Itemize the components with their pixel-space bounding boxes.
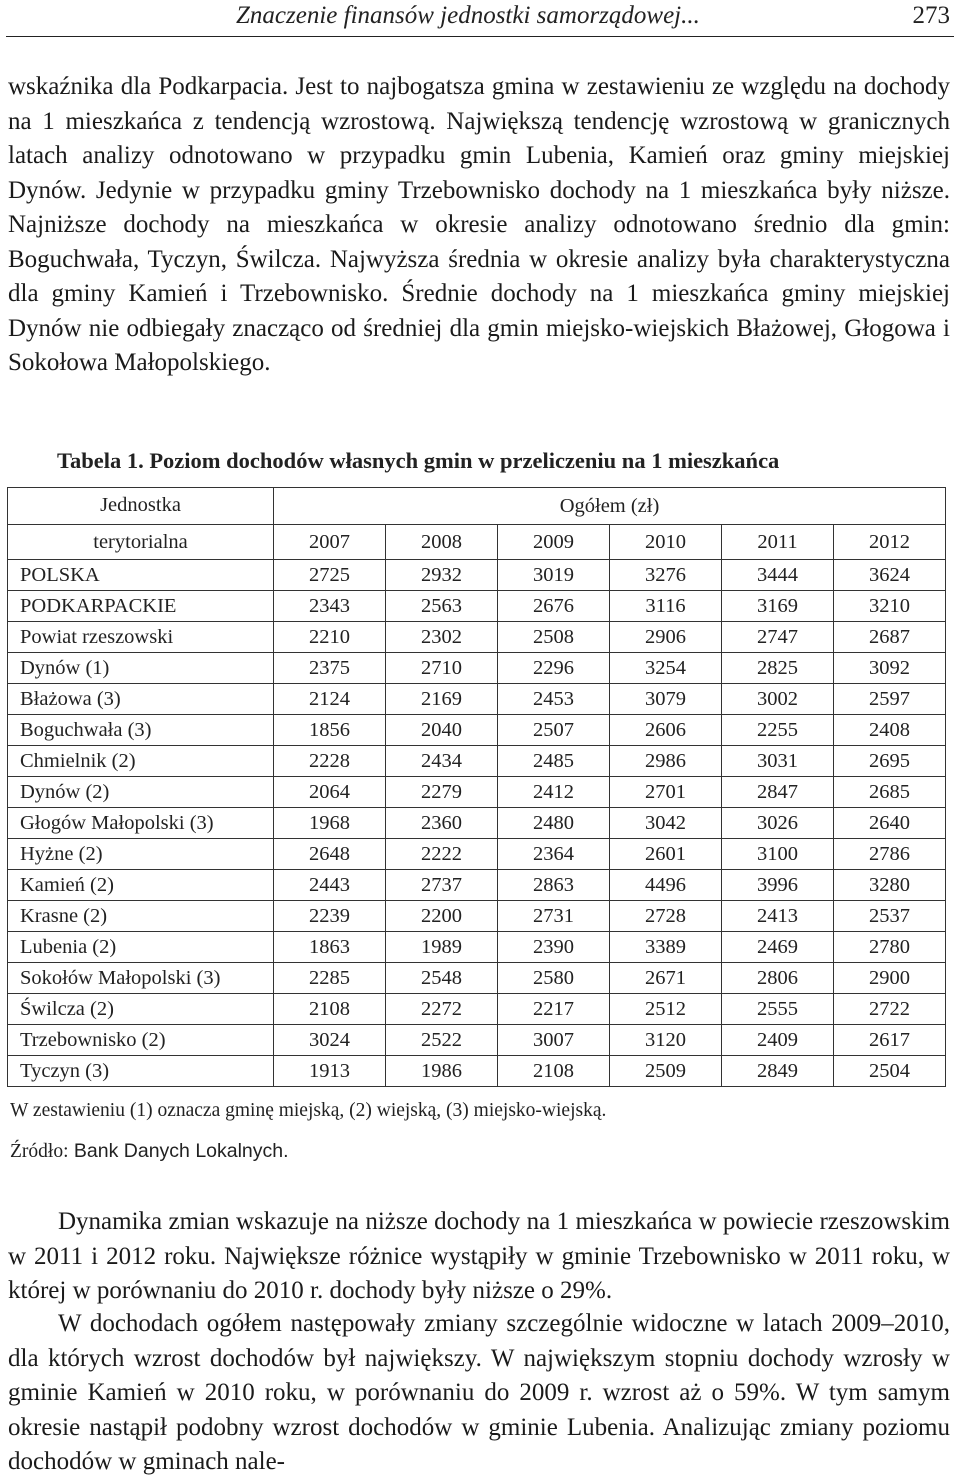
year-header: 2007 xyxy=(274,525,386,560)
value-cell: 3444 xyxy=(722,560,834,591)
year-header: 2012 xyxy=(834,525,946,560)
unit-name-cell: Głogów Małopolski (3) xyxy=(8,808,274,839)
unit-name-cell: Powiat rzeszowski xyxy=(8,622,274,653)
unit-name-cell: Krasne (2) xyxy=(8,901,274,932)
value-cell: 2480 xyxy=(498,808,610,839)
value-cell: 2731 xyxy=(498,901,610,932)
value-cell: 2343 xyxy=(274,591,386,622)
value-cell: 2279 xyxy=(386,777,498,808)
value-cell: 3276 xyxy=(610,560,722,591)
value-cell: 3002 xyxy=(722,684,834,715)
unit-name-cell: Boguchwała (3) xyxy=(8,715,274,746)
unit-name-cell: Tyczyn (3) xyxy=(8,1056,274,1087)
value-cell: 2485 xyxy=(498,746,610,777)
year-header: 2009 xyxy=(498,525,610,560)
value-cell: 2239 xyxy=(274,901,386,932)
value-cell: 2210 xyxy=(274,622,386,653)
value-cell: 2453 xyxy=(498,684,610,715)
value-cell: 2932 xyxy=(386,560,498,591)
value-cell: 2986 xyxy=(610,746,722,777)
value-cell: 2900 xyxy=(834,963,946,994)
source-label: Źródło: xyxy=(10,1141,69,1162)
value-cell: 3026 xyxy=(722,808,834,839)
source-text: Bank Danych Lokalnych. xyxy=(68,1140,289,1162)
page-number: 273 xyxy=(912,2,950,29)
value-cell: 2617 xyxy=(834,1025,946,1056)
value-cell: 2364 xyxy=(498,839,610,870)
table-caption: Tabela 1. Poziom dochodów własnych gmin w przeliczeniu na 1 mieszkańca xyxy=(57,448,780,473)
value-cell: 2806 xyxy=(722,963,834,994)
value-cell: 2504 xyxy=(834,1056,946,1087)
year-header: 2008 xyxy=(386,525,498,560)
value-cell: 2695 xyxy=(834,746,946,777)
value-cell: 2722 xyxy=(834,994,946,1025)
table-row xyxy=(8,591,946,622)
value-cell: 2040 xyxy=(386,715,498,746)
unit-header-line2: terytorialna xyxy=(8,525,274,560)
table-row xyxy=(8,839,946,870)
year-header: 2011 xyxy=(722,525,834,560)
value-cell: 2537 xyxy=(834,901,946,932)
value-cell: 3280 xyxy=(834,870,946,901)
unit-name-cell: Dynów (1) xyxy=(8,653,274,684)
table-row xyxy=(8,994,946,1025)
table-row xyxy=(8,1056,946,1087)
value-cell: 2847 xyxy=(722,777,834,808)
value-cell: 2701 xyxy=(610,777,722,808)
value-cell: 2222 xyxy=(386,839,498,870)
table-row xyxy=(8,1025,946,1056)
value-cell: 2710 xyxy=(386,653,498,684)
value-cell: 2375 xyxy=(274,653,386,684)
table-row xyxy=(8,560,946,591)
unit-name-cell: Błażowa (3) xyxy=(8,684,274,715)
year-header: 2010 xyxy=(610,525,722,560)
value-cell: 1856 xyxy=(274,715,386,746)
unit-name-cell: PODKARPACKIE xyxy=(8,591,274,622)
value-cell: 2522 xyxy=(386,1025,498,1056)
value-cell: 2408 xyxy=(834,715,946,746)
value-cell: 3624 xyxy=(834,560,946,591)
value-cell: 2200 xyxy=(386,901,498,932)
value-cell: 1986 xyxy=(386,1056,498,1087)
value-cell: 1968 xyxy=(274,808,386,839)
value-cell: 2671 xyxy=(610,963,722,994)
value-cell: 2685 xyxy=(834,777,946,808)
value-cell: 2737 xyxy=(386,870,498,901)
value-cell: 3996 xyxy=(722,870,834,901)
value-cell: 2906 xyxy=(610,622,722,653)
value-cell: 2255 xyxy=(722,715,834,746)
table-row xyxy=(8,963,946,994)
value-cell: 2687 xyxy=(834,622,946,653)
value-cell: 3079 xyxy=(610,684,722,715)
value-cell: 2390 xyxy=(498,932,610,963)
value-cell: 2108 xyxy=(498,1056,610,1087)
page-header xyxy=(6,0,954,37)
value-cell: 3116 xyxy=(610,591,722,622)
value-cell: 2434 xyxy=(386,746,498,777)
value-cell: 2601 xyxy=(610,839,722,870)
table-row xyxy=(8,653,946,684)
unit-name-cell: Sokołów Małopolski (3) xyxy=(8,963,274,994)
value-cell: 2725 xyxy=(274,560,386,591)
table-row xyxy=(8,684,946,715)
value-cell: 3254 xyxy=(610,653,722,684)
table-row xyxy=(8,777,946,808)
value-cell: 2169 xyxy=(386,684,498,715)
table-row xyxy=(8,901,946,932)
value-cell: 3007 xyxy=(498,1025,610,1056)
value-cell: 2508 xyxy=(498,622,610,653)
total-header: Ogółem (zł) xyxy=(274,488,946,525)
table-row xyxy=(8,870,946,901)
unit-name-cell: Hyżne (2) xyxy=(8,839,274,870)
value-cell: 2747 xyxy=(722,622,834,653)
value-cell: 3042 xyxy=(610,808,722,839)
unit-name-cell: Trzebownisko (2) xyxy=(8,1025,274,1056)
value-cell: 3389 xyxy=(610,932,722,963)
value-cell: 2648 xyxy=(274,839,386,870)
value-cell: 2124 xyxy=(274,684,386,715)
value-cell: 2512 xyxy=(610,994,722,1025)
value-cell: 3019 xyxy=(498,560,610,591)
table-row xyxy=(8,808,946,839)
value-cell: 2676 xyxy=(498,591,610,622)
value-cell: 2413 xyxy=(722,901,834,932)
value-cell: 2296 xyxy=(498,653,610,684)
unit-name-cell: POLSKA xyxy=(8,560,274,591)
value-cell: 3024 xyxy=(274,1025,386,1056)
value-cell: 2728 xyxy=(610,901,722,932)
value-cell: 2563 xyxy=(386,591,498,622)
unit-name-cell: Dynów (2) xyxy=(8,777,274,808)
value-cell: 3210 xyxy=(834,591,946,622)
unit-name-cell: Kamień (2) xyxy=(8,870,274,901)
value-cell: 2469 xyxy=(722,932,834,963)
value-cell: 1913 xyxy=(274,1056,386,1087)
value-cell: 2606 xyxy=(610,715,722,746)
value-cell: 2786 xyxy=(834,839,946,870)
value-cell: 2509 xyxy=(610,1056,722,1087)
unit-header-line1: Jednostka xyxy=(8,488,274,525)
body-paragraph: Dynamika zmian wskazuje na niższe dochody na 1 mieszkańca w powiecie rzeszowskim w 2011 i 2012 roku. Największe różnice wystąpiły w gminie Trzebownisko w 2011 roku, w której w porównaniu do 2010 r. dochody były niższe o 29%. xyxy=(8,1208,950,1304)
value-cell: 2409 xyxy=(722,1025,834,1056)
value-cell: 1863 xyxy=(274,932,386,963)
value-cell: 2640 xyxy=(834,808,946,839)
table-row xyxy=(8,715,946,746)
income-table xyxy=(7,487,946,1087)
value-cell: 2108 xyxy=(274,994,386,1025)
unit-name-cell: Świlcza (2) xyxy=(8,994,274,1025)
value-cell: 2228 xyxy=(274,746,386,777)
table-source xyxy=(10,1140,289,1163)
value-cell: 3092 xyxy=(834,653,946,684)
body-paragraph: wskaźnika dla Podkarpacia. Jest to najbogatsza gmina w zestawieniu ze względu na dochody na 1 mieszkańca z tendencją wzrostową. Największą tendencję wzrostową w granicznych latach analizy odnotowano w przypadku gmin Lubenia, Kamień oraz gminy miejskiej Dynów. Jedynie w przypadku gminy Trzebownisko dochody na 1 mieszkańca były niższe. Najniższe dochody na mieszkańca w okresie analizy odnotowano średnio dla gmin: Boguchwała, Tyczyn, Świlcza. Najwyższa średnia w okresie analizy była charakterystyczna dla gminy Kamień i Trzebownisko. Średnie dochody na 1 mieszkańca gminy miejskiej Dynów nie odbiegały znacząco od średniej dla gmin miejsko-wiejskich Błażowej, Głogowa i Sokołowa Małopolskiego. xyxy=(8,73,950,376)
value-cell: 2507 xyxy=(498,715,610,746)
value-cell: 2412 xyxy=(498,777,610,808)
table-footnote: W zestawieniu (1) oznacza gminę miejską, (2) wiejską, (3) miejsko-wiejską. xyxy=(10,1100,607,1121)
value-cell: 2849 xyxy=(722,1056,834,1087)
value-cell: 3120 xyxy=(610,1025,722,1056)
value-cell: 2555 xyxy=(722,994,834,1025)
value-cell: 2360 xyxy=(386,808,498,839)
value-cell: 2285 xyxy=(274,963,386,994)
value-cell: 2217 xyxy=(498,994,610,1025)
value-cell: 2825 xyxy=(722,653,834,684)
value-cell: 2302 xyxy=(386,622,498,653)
value-cell: 3031 xyxy=(722,746,834,777)
unit-name-cell: Chmielnik (2) xyxy=(8,746,274,777)
running-title: Znaczenie finansów jednostki samorządowej... xyxy=(236,2,700,29)
table-row xyxy=(8,746,946,777)
body-paragraph: W dochodach ogółem następowały zmiany szczególnie widoczne w latach 2009–2010, dla których wzrost dochodów był największy. W największym stopniu dochody wzrosły w gminie Kamień w 2010 roku, w porównaniu do 2009 r. wzrost aż o 59%. W tym samym okresie nastąpił podobny wzrost dochodów w gminie Lubenia. Analizując zmiany poziomu dochodów w gminach nale- xyxy=(8,1310,950,1475)
unit-name-cell: Lubenia (2) xyxy=(8,932,274,963)
value-cell: 2272 xyxy=(386,994,498,1025)
value-cell: 2780 xyxy=(834,932,946,963)
value-cell: 2863 xyxy=(498,870,610,901)
table-row xyxy=(8,622,946,653)
value-cell: 2548 xyxy=(386,963,498,994)
value-cell: 4496 xyxy=(610,870,722,901)
value-cell: 2443 xyxy=(274,870,386,901)
table-row xyxy=(8,932,946,963)
value-cell: 2580 xyxy=(498,963,610,994)
value-cell: 3100 xyxy=(722,839,834,870)
value-cell: 1989 xyxy=(386,932,498,963)
value-cell: 3169 xyxy=(722,591,834,622)
value-cell: 2597 xyxy=(834,684,946,715)
value-cell: 2064 xyxy=(274,777,386,808)
